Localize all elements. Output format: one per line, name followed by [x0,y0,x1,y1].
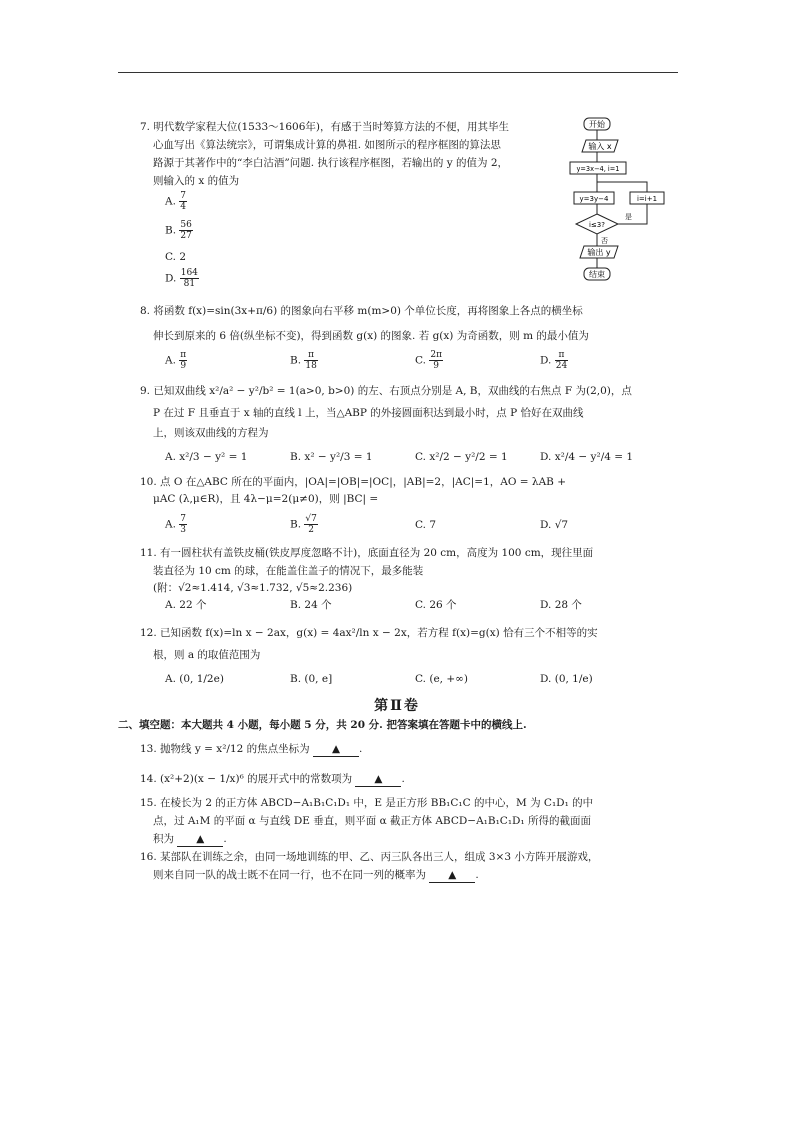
q9-line-3: 上，则该双曲线的方程为 [153,427,269,439]
flow-incr-text: i=i+1 [636,195,658,203]
flow-input-text: 输入 x [588,142,612,151]
flow-init-text: y=3x−4, i=1 [576,165,620,173]
q10-option-b: B. $\frac{√7}{2}$ [290,514,317,535]
flow-cond-text: i≤3? [589,221,605,229]
q11-option-a: A. 22 个 [165,599,207,611]
q8-option-a: A. $\frac{\pi}{9}$ [165,350,187,371]
q15-line-3: 积为 ▲ . [153,833,227,845]
q12-option-c: C. (e, +∞) [415,673,468,685]
flow-end-text: 结束 [589,270,605,279]
q10-option-a: A. $\frac{7}{3}$ [165,514,186,535]
q9-option-a: A. x²/3 − y² = 1 [165,451,248,463]
q13: 13. 抛物线 y = x²/12 的焦点坐标为 ▲ . [140,743,363,755]
flow-yes-text: 是 [625,213,632,221]
q9-line-2: P 在过 F 且垂直于 x 轴的直线 l 上，当△ABP 的外接圆面积达到最小时，点 P 恰好在双曲线 [153,407,584,419]
q14: 14. (x²+2)(x − 1/x)⁶ 的展开式中的常数项为 ▲ . [140,773,405,785]
program-flowchart [560,116,680,292]
part-two-title: 第Ⅱ卷 [374,698,420,714]
q13-answer-blank[interactable]: ▲ [313,742,359,757]
flow-no-text: 否 [601,237,608,245]
flow-start-text: 开始 [589,120,605,129]
q12-line-1: 12. 已知函数 f(x)=ln x − 2ax，g(x) = 4ax²/ln x − 2x，若方程 f(x)=g(x) 恰有三个不相等的实 [140,627,598,639]
q7-option-b: B. $\frac{56}{27}$ [165,220,192,241]
q15-line-2: 点，过 A₁M 的平面 α 与直线 DE 垂直，则平面 α 截正方体 ABCD−A₁B₁C₁D₁ 所得的截面面 [153,815,592,827]
q8-option-d: D. $\frac{\pi}{24}$ [540,350,568,371]
q10-option-d: D. √7 [540,519,569,531]
q7-line-4: 则输入的 x 的值为 [153,175,240,187]
q16-line-2: 则来自同一队的战士既不在同一行，也不在同一列的概率为 ▲ . [153,869,479,881]
q8-line-1: 8. 将函数 f(x)=sin(3x+π/6) 的图象向右平移 m(m>0) 个单位长度，再将图象上各点的横坐标 [140,305,583,317]
header-rule [118,72,678,73]
flow-update-text: y=3y−4 [579,195,609,203]
flow-output-text: 输出 y [587,248,611,257]
q15-line-1: 15. 在棱长为 2 的正方体 ABCD−A₁B₁C₁D₁ 中，E 是正方形 BB₁C₁C 的中心，M 为 C₁D₁ 的中 [140,797,594,809]
q15-answer-blank[interactable]: ▲ [177,832,223,847]
q7-line-3: 路源于其著作中的“李白沽酒”问题. 执行该程序框图，若输出的 y 的值为 2， [153,157,509,169]
q10-option-c: C. 7 [415,519,437,531]
q10-line-1: 10. 点 O 在△ABC 所在的平面内，|OA|=|OB|=|OC|，|AB|=2，|AC|=1，AO = λAB + [140,476,567,488]
q9-option-d: D. x²/4 − y²/4 = 1 [540,451,634,463]
q10-line-2: μAC (λ,μ∈R)，且 4λ−μ=2(μ≠0)，则 |BC| = [153,493,379,505]
q9-line-1: 9. 已知双曲线 x²/a² − y²/b² = 1(a>0, b>0) 的左、右顶点分别是 A, B，双曲线的右焦点 F 为(2,0)，点 [140,385,632,397]
q12-option-d: D. (0, 1/e) [540,673,593,685]
q12-option-b: B. (0, e] [290,673,333,685]
q16-line-1: 16. 某部队在训练之余，由同一场地训练的甲、乙、丙三队各出三人，组成 3×3 小方阵开展游戏， [140,851,599,863]
q8-option-c: C. $\frac{2\pi}{9}$ [415,350,442,371]
q9-option-c: C. x²/2 − y²/2 = 1 [415,451,508,463]
q7-option-a: A. $\frac{7}{4}$ [165,191,186,212]
q9-option-b: B. x² − y²/3 = 1 [290,451,373,463]
q8-option-b: B. $\frac{\pi}{18}$ [290,350,317,371]
q11-option-c: C. 26 个 [415,599,457,611]
q7-option-c: C. 2 [165,251,187,263]
q8-line-2: 伸长到原来的 6 倍(纵坐标不变)，得到函数 g(x) 的图象. 若 g(x) 为奇函数，则 m 的最小值为 [153,330,589,342]
q7-line-2: 心血写出《算法统宗》，可谓集成计算的鼻祖. 如图所示的程序框图的算法思 [153,139,501,151]
q7-option-d: D. $\frac{164}{81}$ [165,268,198,289]
q11-line-3: (附：√2≈1.414, √3≈1.732, √5≈2.236) [153,582,353,594]
fill-in-instruction: 二、填空题：本大题共 4 小题，每小题 5 分，共 20 分. 把答案填在答题卡中的横线上. [118,719,527,731]
q14-answer-blank[interactable]: ▲ [355,772,401,787]
q11-line-2: 装直径为 10 cm 的球，在能盖住盖子的情况下，最多能装 [153,565,424,577]
q12-option-a: A. (0, 1/2e) [165,673,224,685]
q11-option-d: D. 28 个 [540,599,582,611]
q11-option-b: B. 24 个 [290,599,332,611]
q16-answer-blank[interactable]: ▲ [429,868,475,883]
q11-line-1: 11. 有一圆柱状有盖铁皮桶(铁皮厚度忽略不计)，底面直径为 20 cm，高度为 100 cm，现往里面 [140,547,594,559]
q12-line-2: 根，则 a 的取值范围为 [153,649,261,661]
q7-line-1: 7. 明代数学家程大位(1533～1606年)，有感于当时筹算方法的不便，用其毕生 [140,121,509,133]
